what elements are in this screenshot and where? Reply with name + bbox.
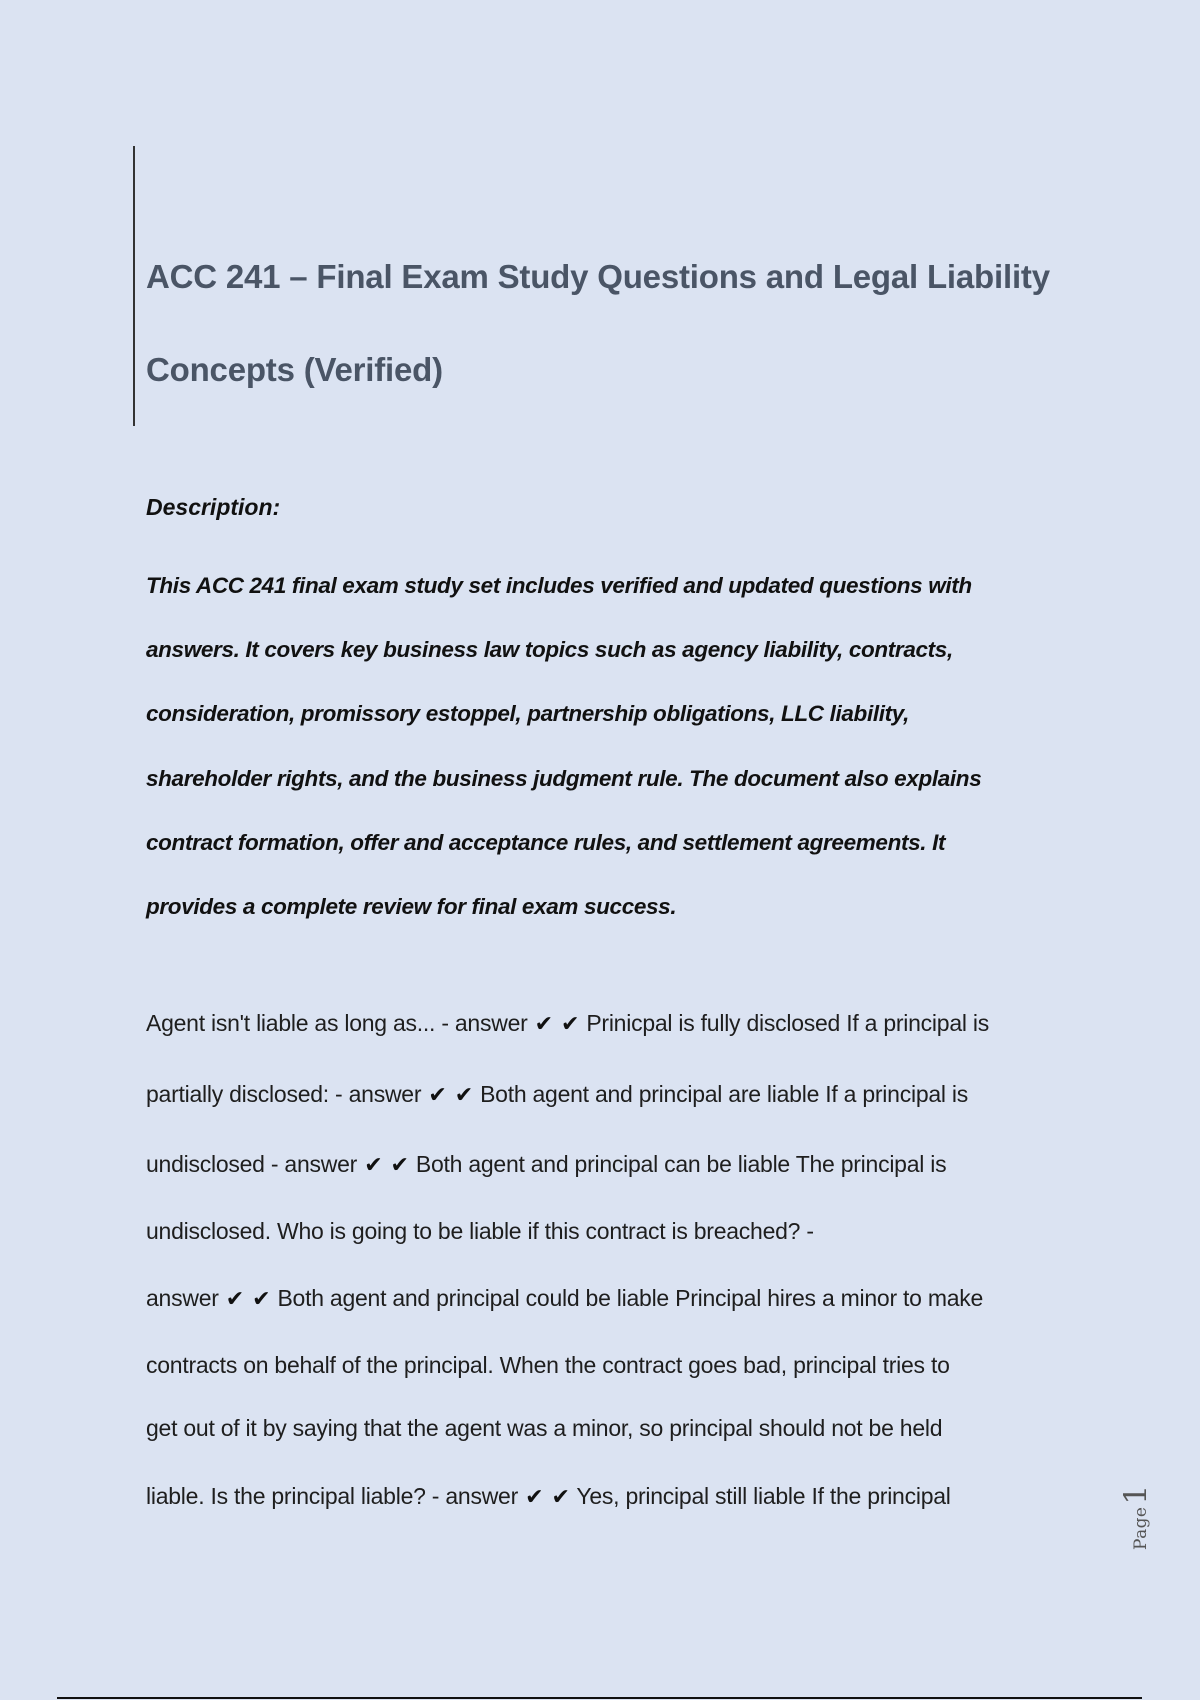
- description-text: [146, 554, 1076, 939]
- checkmark-icon: ✔: [534, 1012, 553, 1037]
- description-line: answers. It covers key business law topics such as agency liability, contracts,: [146, 637, 953, 663]
- description-line: consideration, promissory estoppel, partnership obligations, LLC liability,: [146, 701, 910, 727]
- qa-line: [146, 1147, 1106, 1183]
- qa-line-text: get out of it by saying that the agent was a minor, so principal should not be held: [146, 1415, 943, 1441]
- qa-line-text: Agent isn't liable as long as... - answer: [146, 1010, 528, 1036]
- qa-line: [146, 1348, 1106, 1382]
- qa-line-text: liable. Is the principal liable? - answer: [146, 1483, 519, 1509]
- qa-line-text: undisclosed - answer: [146, 1151, 358, 1177]
- qa-line-text: contracts on behalf of the principal. When the contract goes bad, principal tries to: [146, 1352, 950, 1378]
- checkmark-icon: ✔: [252, 1287, 271, 1312]
- page-number: [1118, 1450, 1158, 1550]
- description-line: provides a complete review for final exam success.: [146, 894, 677, 920]
- page-title: ACC 241 – Final Exam Study Questions and Legal Liability Concepts (Verified): [146, 258, 1050, 388]
- description-line: shareholder rights, and the business judgment rule. The document also explains: [146, 765, 982, 791]
- checkmark-icon: ✔: [454, 1083, 473, 1108]
- page-label: Page: [1131, 1506, 1151, 1550]
- qa-line-text: Both agent and principal are liable If a principal is: [480, 1081, 969, 1107]
- qa-line-text: partially disclosed: - answer: [146, 1081, 422, 1107]
- qa-line: [146, 1411, 1106, 1445]
- qa-line: [146, 1281, 1106, 1317]
- qa-line-text: Yes, principal still liable If the principal: [576, 1483, 951, 1509]
- checkmark-icon: ✔: [225, 1287, 244, 1312]
- qa-line: [146, 1006, 1106, 1042]
- checkmark-icon: ✔: [525, 1485, 544, 1510]
- checkmark-icon: ✔: [364, 1153, 383, 1178]
- checkmark-icon: ✔: [428, 1083, 447, 1108]
- title-side-rule: [133, 146, 135, 426]
- qa-line: [146, 1077, 1106, 1113]
- qa-line-text: answer: [146, 1285, 219, 1311]
- qa-line: [146, 1214, 1106, 1248]
- checkmark-icon: ✔: [560, 1012, 580, 1037]
- description-label: Description:: [146, 494, 281, 520]
- qa-line: [146, 1479, 1106, 1515]
- description-line: contract formation, offer and acceptance rules, and settlement agreements. It: [146, 829, 946, 855]
- page-number-value: 1: [1118, 1484, 1154, 1505]
- footer-rule: [57, 1697, 1142, 1699]
- qa-line-text: Both agent and principal could be liable Principal hires a minor to make: [277, 1285, 984, 1311]
- qa-line-text: Prinicpal is fully disclosed If a principal is: [586, 1010, 989, 1036]
- qa-line-text: Both agent and principal can be liable The principal is: [415, 1151, 947, 1177]
- qa-line-text: undisclosed. Who is going to be liable if this contract is breached? -: [146, 1218, 814, 1244]
- description-line: This ACC 241 final exam study set includes verified and updated questions with: [146, 573, 972, 598]
- checkmark-icon: ✔: [551, 1485, 570, 1510]
- checkmark-icon: ✔: [390, 1153, 409, 1178]
